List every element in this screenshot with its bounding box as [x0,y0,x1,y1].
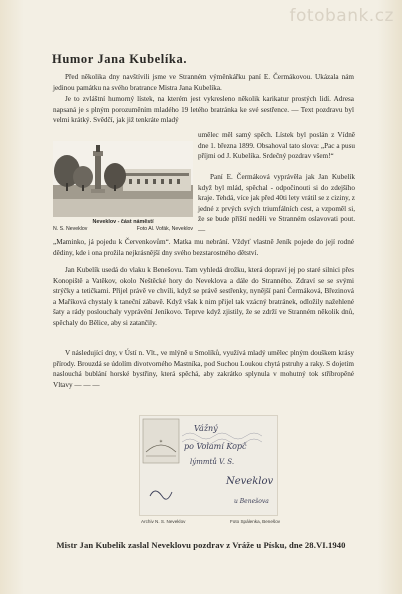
paragraph-3: Paní E. Čermáková vyprávěla jak Jan Kubelík když byl mlád, spěchal - odpočinouti si do zdejšího kraje. Tehdá, více jak před 40ti lety vrátil se z ciziny, z jedné z prvých svých triumfálních cest, a vzpoměl si, že se bude příští neděli ve Stranném oslavovati pout. — [198,173,355,234]
paragraph-4: „Maminko, já pojedu k Červenkovům“. Matka mu nebrání. Vždyť vlastně Jeník pojede do její rodné dědiny, kde i ona prožila nejkrásnější dny svého bezstarostného dětství. [53,238,354,257]
handwriting-line-2: po Volamí Kopč [184,442,247,451]
photo-caption [53,219,193,233]
paragraph-2-continued: umělec měl samý spěch. Lístek byl poslán z Vídně dne 1. března 1899. Obsahoval tato slova: „Pac a pusu příjmi od J. Kubelíka. Srdečný pozdrav všem!“ [198,131,355,161]
handwritten-postcard-photo [139,415,278,516]
town-square-illustration [53,141,193,217]
postcard-caption-credit: Foto Spálenka, Benešov [230,519,281,524]
paragraph-2: Je to zvláštní humorný lístek, na kterém jest vykresleno několik karikatur prostých lidí. Adresa napsaná je s plným porozuměním mladého 19 letého bratránka ke své sestřence. — Text pozdravu byl velmi krátký. Svědčí, jak již tenkráte mladý [53,95,354,125]
photo-caption-credit: Foto Al. Vofák, Neveklov [136,226,193,232]
handwriting-line-5: u Benešova [234,498,269,505]
handwriting-line-1: Vážný [194,424,218,433]
paragraph-6: V následující dny, v Ústí n. Vlt., ve mlýně u Smolíků, využívá mladý umělec plným douškem krásy přírody. Brouzdá se údolím divotvorného Mastníka, pod Suchou Loukou chytá pstruhy a raky. S dojetím naslouchá bublání horské bystřiny, která spěchá, aby zakrátko splynula v mohutný tok stříbropěné Vltavy — — — [53,349,354,389]
photo-caption-title: Neveklov - část náměstí [92,219,154,225]
svg-text:✶: ✶ [158,439,164,445]
article-title: Humor Jana Kubelíka. [52,52,188,66]
handwriting-line-4: Neveklov [226,476,274,487]
handwriting-line-3: lýmmtů V. S. [190,458,235,466]
watermark: fotobank.cz [289,6,394,26]
closing-caption: Mistr Jan Kubelík zaslal Neveklovu pozdrav z Vráže u Písku, dne 28.VI.1940 [56,540,346,550]
photo-caption-source: N. S. Neveklov [53,226,88,232]
paragraph-1: Před několika dny navštívili jsme ve Stranném výměnkářku paní E. Čermákovou. Ukázala nám jedinou památku na svého bratrance Mistra Jana Kubelíka. [53,73,354,92]
town-square-photo [53,141,193,217]
paragraph-5: Jan Kubelík usedá do vlaku k Benešovu. Tam vyhledá drožku, která dopraví jej po staré silnici přes Konopiště a Vatěkov, okolo Neštěcké hory do Neveklova a dále do Stranného. Zdraví se se svými strýčky a tetičkami. Přijel právě ve chvíli, když se právě sestřenky, nynější paní Čermáková, Březinová a Maříková chystaly k taneční zábavě. Když však k nim přijel tak vzácný bratránek, odložily nažehlené šaty a rády poslouchaly vyprávění Jeníkovo. Teprve když zjistily, že se zdrží ve Stranném několik dnů, spěchaly do Bělice, aby si zatančily. [53,266,354,327]
postcard-caption-source: Archiv N. S. Neveklov [141,519,186,524]
